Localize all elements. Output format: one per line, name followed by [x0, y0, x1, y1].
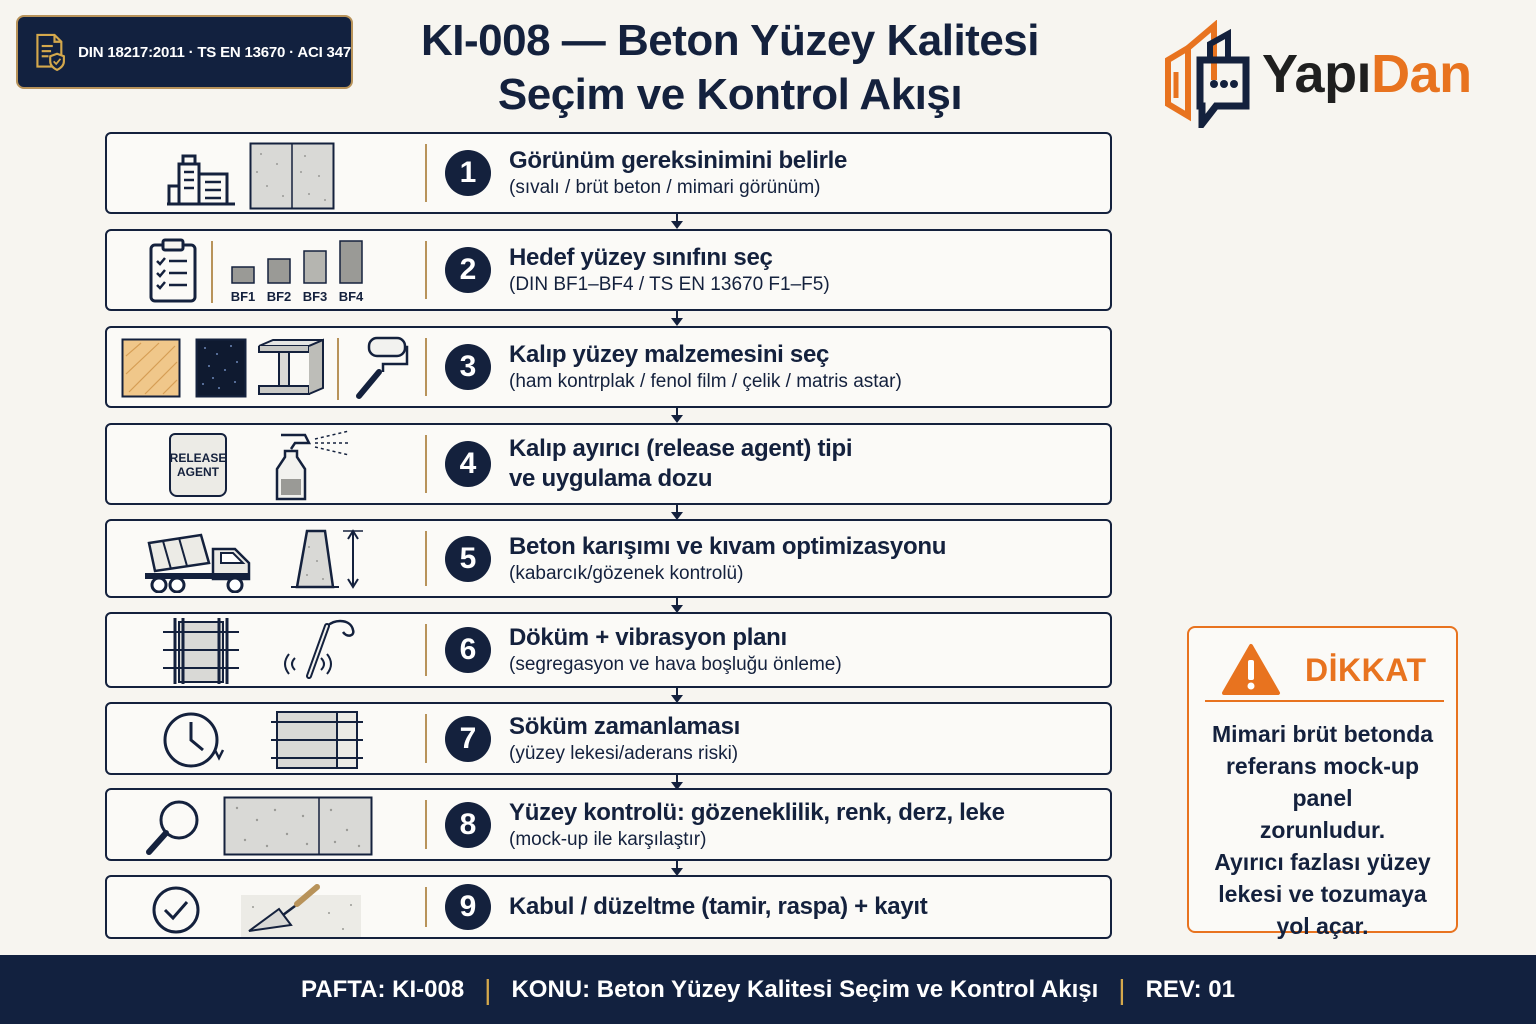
warning-text — [1199, 718, 1446, 942]
page-title — [380, 14, 1080, 122]
footer-bar — [0, 955, 1536, 1024]
step-subtitle: (segregasyon ve hava boşluğu önleme) — [509, 654, 842, 675]
step-number: 9 — [445, 884, 491, 930]
step-8 — [105, 788, 1112, 861]
step-6 — [105, 612, 1112, 688]
step-3 — [105, 326, 1112, 408]
step-subtitle: ve uygulama dozu — [509, 465, 713, 492]
step-4 — [105, 423, 1112, 505]
buildings-icon — [163, 148, 239, 208]
trowel-repair-icon — [239, 883, 363, 937]
warning-line: referans mock-up panel — [1225, 753, 1419, 811]
step-subtitle: (ham kontrplak / fenol film / çelik / matris astar) — [509, 371, 902, 392]
footer-revision: REV: 01 — [1145, 975, 1235, 1003]
title-line-1: KI-008 — Beton Yüzey Kalitesi — [421, 16, 1039, 65]
step-number: 6 — [445, 627, 491, 673]
class-label: BF2 — [266, 289, 292, 304]
step-number: 2 — [445, 247, 491, 293]
flow-arrow-icon — [670, 311, 684, 327]
step-number: 4 — [445, 441, 491, 487]
class-label: BF1 — [230, 289, 256, 304]
footer-sheet: PAFTA: KI-008 — [301, 975, 465, 1003]
step-subtitle: (kabarcık/gözenek kontrolü) — [509, 562, 744, 584]
step-1 — [105, 132, 1112, 214]
flow-arrow-icon — [670, 214, 684, 230]
spray-bottle-icon — [271, 429, 355, 503]
step-9 — [105, 875, 1112, 939]
warning-line: Ayırıcı fazlası yüzey — [1214, 849, 1431, 875]
clock-icon — [161, 710, 225, 770]
standards-text: DIN 18217:2011 · TS EN 13670 · ACI 347 — [78, 43, 351, 61]
step-title: Yüzey kontrolü: gözeneklilik, renk, derz, leke — [509, 798, 1005, 826]
checklist-clipboard-icon — [147, 237, 199, 305]
magnifier-icon — [145, 796, 205, 856]
step-number: 3 — [445, 344, 491, 390]
title-line-2: Seçim ve Kontrol Akışı — [497, 70, 963, 119]
footer-topic: KONU: Beton Yüzey Kalitesi Seçim ve Kontrol Akışı — [511, 975, 1099, 1003]
warning-triangle-icon — [1221, 643, 1281, 697]
warning-line: zorunludur. — [1259, 817, 1386, 843]
warning-line: Mimari brüt betonda — [1211, 721, 1434, 747]
standards-badge — [16, 15, 353, 89]
warning-line: yol açar. — [1276, 913, 1369, 939]
warning-box — [1187, 626, 1458, 939]
plywood-icon — [121, 338, 181, 398]
vibrator-icon — [281, 618, 365, 684]
warning-line: lekesi ve tozumaya — [1218, 881, 1427, 907]
release-agent-can-icon — [169, 433, 227, 497]
document-shield-icon — [34, 29, 68, 75]
step-title: Kalıp yüzey malzemesini seç — [509, 341, 830, 368]
step-subtitle: (mock-up ile karşılaştır) — [509, 828, 707, 850]
can-label-line-2: AGENT — [177, 465, 219, 479]
footer-separator: | — [1118, 973, 1126, 1005]
warning-label: DİKKAT — [1305, 651, 1427, 688]
formwork-column-icon — [159, 618, 243, 684]
company-logo — [1162, 18, 1522, 130]
building-chat-logo-icon — [1162, 20, 1254, 128]
step-2 — [105, 229, 1112, 311]
step-5 — [105, 519, 1112, 598]
paint-roller-icon — [353, 334, 409, 404]
step-subtitle: (yüzey lekesi/aderans riski) — [509, 742, 739, 764]
step-subtitle: (DIN BF1–BF4 / TS EN 13670 F1–F5) — [509, 274, 830, 295]
step-subtitle: (sıvalı / brüt beton / mimari görünüm) — [509, 177, 821, 198]
logo-text-yapi: Yapı — [1262, 44, 1372, 104]
formwork-stripping-icon — [269, 708, 367, 772]
class-label: BF3 — [302, 289, 328, 304]
checkmark-circle-icon — [151, 885, 201, 935]
step-title: Söküm zamanlaması — [509, 712, 740, 740]
step-title: Kalıp ayırıcı (release agent) tipi — [509, 435, 853, 462]
class-label: BF4 — [338, 289, 364, 304]
logo-text-dan: Dan — [1371, 44, 1472, 104]
step-title: Hedef yüzey sınıfını seç — [509, 244, 773, 271]
step-7 — [105, 702, 1112, 775]
step-number: 1 — [445, 150, 491, 196]
step-title: Döküm + vibrasyon planı — [509, 624, 787, 651]
flow-arrow-icon — [670, 408, 684, 424]
footer-separator: | — [484, 973, 492, 1005]
surface-sample-icon — [223, 796, 373, 856]
slump-cone-icon — [287, 527, 367, 593]
step-title: Görünüm gereksinimini belirle — [509, 147, 848, 174]
step-number: 8 — [445, 802, 491, 848]
concrete-panel-icon — [249, 142, 335, 210]
step-number: 7 — [445, 716, 491, 762]
step-title: Beton karışımı ve kıvam optimizasyonu — [509, 532, 947, 560]
steel-beam-icon — [255, 338, 327, 400]
step-title: Kabul / düzeltme (tamir, raspa) + kayıt — [509, 893, 928, 920]
phenolic-film-icon — [195, 338, 247, 398]
concrete-mixer-truck-icon — [143, 529, 255, 593]
can-label-line-1: RELEASE — [169, 451, 227, 465]
step-number: 5 — [445, 536, 491, 582]
